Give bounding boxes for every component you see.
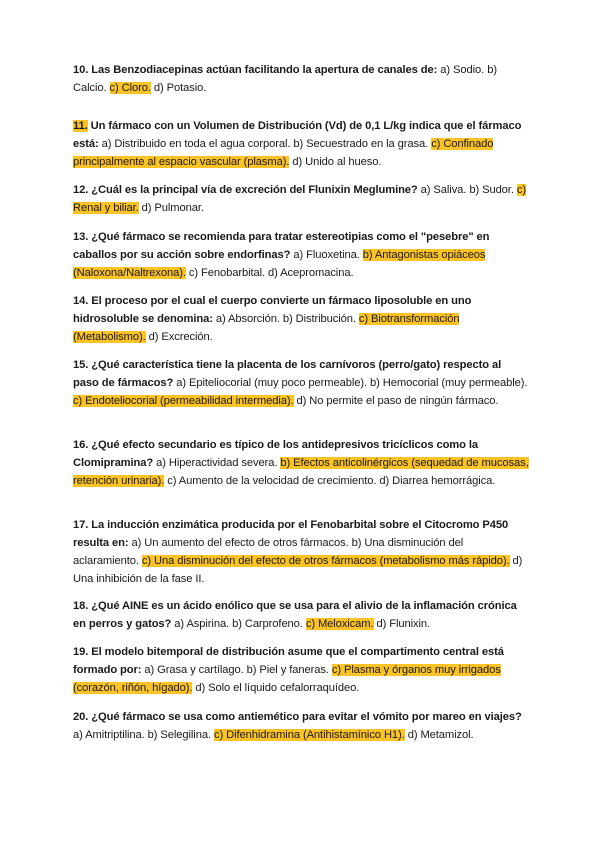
- question-stem: 10. Las Benzodiacepinas actúan facilitando la apertura de canales de:: [73, 64, 438, 76]
- question-stem: 15. ¿Qué característica tiene la placenta de los carnívoros (perro/gato) respecto al paso de fármacos?: [73, 359, 502, 389]
- highlighted-answer: c) Meloxicam.: [305, 618, 374, 630]
- highlighted-answer: c) Difenhidramina (Antihistamínico H1).: [213, 729, 405, 741]
- options-before: a) Saliva. b) Sudor.: [417, 184, 517, 196]
- options-before: a) Sodio. b) Calcio.: [73, 64, 497, 94]
- question-15: [73, 356, 529, 410]
- options-before: a) Distribuido en toda el agua corporal. b) Secuestrado en la grasa.: [98, 138, 432, 150]
- options-before: a) Hiperactividad severa.: [153, 457, 281, 469]
- question-12: [73, 181, 529, 217]
- highlighted-answer: c) Cloro.: [109, 82, 151, 94]
- question-stem: Un fármaco con un Volumen de Distribución (Vd) de 0,1 L/kg indica que el fármaco está:: [73, 120, 522, 150]
- options-before: a) Fluoxetina.: [290, 249, 363, 261]
- question-stem: 20. ¿Qué fármaco se usa como antiemético para evitar el vómito por mareo en viajes?: [73, 711, 522, 723]
- options-after: c) Fenobarbital. d) Acepromacina.: [185, 267, 354, 279]
- question-16: [73, 436, 529, 490]
- options-before: a) Aspirina. b) Carprofeno.: [171, 618, 306, 630]
- question-10: [73, 61, 529, 97]
- question-13: [73, 228, 529, 282]
- question-18: [73, 597, 529, 633]
- question-stem: 16. ¿Qué efecto secundario es típico de los antidepresivos tricíclicos como la Clomipramina?: [73, 439, 479, 469]
- options-after: d) Pulmonar.: [138, 202, 204, 214]
- question-stem: 13. ¿Qué fármaco se recomienda para tratar estereotipias como el "pesebre" en caballos por su acción sobre endorfinas?: [73, 231, 490, 261]
- question-20: [73, 708, 529, 744]
- options-before: a) Amitriptilina. b) Selegilina.: [73, 729, 214, 741]
- options-after: d) Flunixin.: [373, 618, 431, 630]
- options-after: d) Potasio.: [150, 82, 207, 94]
- question-stem: 17. La inducción enzimática producida por el Fenobarbital sobre el Citocromo P450 resulta en:: [73, 519, 509, 549]
- highlighted-answer: b) Antagonistas opiáceos (Naloxona/Naltrexona).: [73, 249, 486, 279]
- question-number: 11.: [73, 120, 88, 132]
- options-after: d) Excreción.: [145, 331, 213, 343]
- options-before: a) Un aumento del efecto de otros fármacos. b) Una disminución del aclaramiento.: [73, 537, 464, 567]
- question-stem: 12. ¿Cuál es la principal vía de excreción del Flunixin Meglumine?: [73, 184, 418, 196]
- highlighted-answer: c) Biotransformación (Metabolismo).: [73, 313, 460, 343]
- highlighted-answer: c) Renal y biliar.: [73, 184, 526, 214]
- options-after: d) Una inhibición de la fase II.: [73, 555, 523, 585]
- highlighted-answer: c) Plasma y órganos muy irrigados (corazón, riñón, hígado).: [73, 664, 501, 694]
- highlighted-answer: c) Endoteliocorial (permeabilidad intermedia).: [73, 395, 294, 407]
- options-before: a) Grasa y cartílago. b) Piel y faneras.: [141, 664, 332, 676]
- options-after: d) Unido al hueso.: [289, 156, 382, 168]
- highlighted-answer: c) Confinado principalmente al espacio vascular (plasma).: [73, 138, 494, 168]
- options-after: d) No permite el paso de ningún fármaco.: [293, 395, 499, 407]
- question-19: [73, 643, 529, 697]
- options-before: a) Epiteliocorial (muy poco permeable). b) Hemocorial (muy permeable).: [173, 377, 528, 389]
- question-14: [73, 292, 529, 346]
- options-before: a) Absorción. b) Distribución.: [212, 313, 359, 325]
- question-stem: 19. El modelo bitemporal de distribución asume que el compartimento central está formado por:: [73, 646, 504, 676]
- question-stem: 14. El proceso por el cual el cuerpo convierte un fármaco liposoluble en uno hidrosoluble se denomina:: [73, 295, 472, 325]
- question-17: [73, 516, 529, 588]
- options-after: d) Metamizol.: [404, 729, 474, 741]
- question-11: [73, 117, 529, 171]
- question-stem: 18. ¿Qué AINE es un ácido enólico que se usa para el alivio de la inflamación crónica en perros y gatos?: [73, 600, 517, 630]
- highlighted-answer: c) Una disminución del efecto de otros fármacos (metabolismo más rápido).: [141, 555, 510, 567]
- options-after: c) Aumento de la velocidad de crecimiento. d) Diarrea hemorrágica.: [164, 475, 496, 487]
- options-after: d) Solo el líquido cefalorraquídeo.: [192, 682, 360, 694]
- highlighted-answer: b) Efectos anticolinérgicos (sequedad de mucosas, retención urinaria).: [73, 457, 529, 487]
